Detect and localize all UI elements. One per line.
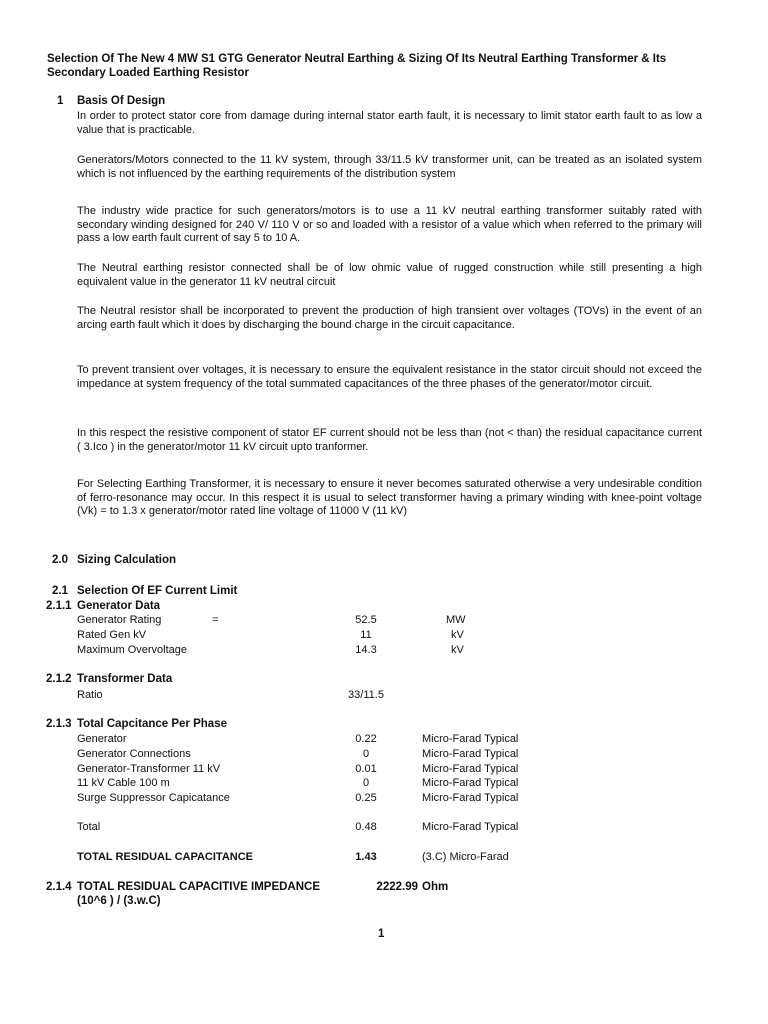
data-value: 14.3 [355,644,377,656]
document-title: Selection Of The New 4 MW S1 GTG Generator Neutral Earthing & Sizing Of Its Neutral Earthing Transformer & Its Secondary Loaded Earthing Resistor [47,53,667,79]
paragraph: The Neutral earthing resistor connected shall be of low ohmic value of rugged construction while still presenting a high equivalent value in the generator 11 kV neutral circuit [77,262,702,288]
impedance-unit: Ohm [422,881,449,893]
page-number: 1 [378,928,385,940]
residual-capacitance-value: 1.43 [355,851,377,863]
section-heading: Basis Of Design [77,95,166,107]
data-label: Ratio [77,689,103,701]
data-label: Rated Gen kV [77,629,147,641]
total-unit: Micro-Farad Typical [422,821,519,833]
formula-subheading: (10^6 ) / (3.w.C) [77,895,161,907]
total-label: Total [77,821,101,833]
data-unit: Micro-Farad Typical [422,733,519,745]
data-value: 0.01 [355,763,377,775]
section-heading: Selection Of EF Current Limit [77,585,238,597]
data-unit: Micro-Farad Typical [422,792,519,804]
data-label: Maximum Overvoltage [77,644,188,656]
data-unit: MW [446,614,466,626]
data-unit: Micro-Farad Typical [422,763,519,775]
data-label: Generator Connections [77,748,191,760]
paragraph: To prevent transient over voltages, it is necessary to ensure the equivalent resistance in the stator circuit should not exceed the impedance at system frequency of the total summated capacitances of the three phases of the generator/motor circuit. [77,364,702,390]
data-label: Surge Suppressor Capicatance [77,792,230,804]
paragraph: In this respect the resistive component of stator EF current should not be less than (not < than) the residual capacitance current ( 3.Ico ) in the generator/motor 11 kV circuit upto tranformer. [77,427,702,453]
section-number: 1 [57,95,64,107]
data-value: 0 [362,748,370,760]
data-label: 11 kV Cable 100 m [77,777,170,789]
paragraph: The Neutral resistor shall be incorporated to prevent the production of high transient over voltages (TOVs) in the event of an arcing earth fault which it does by discharging the bound charge in the circuit capacitance. [77,305,702,331]
section-number: 2.1.2 [46,673,72,685]
section-heading: Total Capcitance Per Phase [77,718,227,730]
section-number: 2.1 [52,585,68,597]
section-heading: Generator Data [77,600,161,612]
data-value: 0 [362,777,370,789]
residual-capacitance-label: TOTAL RESIDUAL CAPACITANCE [77,851,254,863]
data-unit: Micro-Farad Typical [422,777,519,789]
section-heading: Sizing Calculation [77,554,177,566]
section-number: 2.1.3 [46,718,72,730]
data-label: Generator [77,733,127,745]
data-value: 33/11.5 [348,689,384,701]
section-heading: Transformer Data [77,673,173,685]
data-unit: Micro-Farad Typical [422,748,519,760]
impedance-value: 2222.99 [376,881,418,893]
paragraph: The industry wide practice for such generators/motors is to use a 11 kV neutral earthing transformer suitably rated with secondary winding designed for 240 V/ 110 V or so and loaded with a resistor of a value which when referred to the primary will pass a low earth fault current of say 5 to 10 A. [77,205,702,244]
data-label: Generator-Transformer 11 kV [77,763,221,775]
section-heading: TOTAL RESIDUAL CAPACITIVE IMPEDANCE [77,881,321,893]
section-number: 2.0 [52,554,68,566]
data-label: Generator Rating [77,614,162,626]
paragraph: In order to protect stator core from damage during internal stator earth fault, it is necessary to limit stator earth fault to as low a value that is practicable. [77,110,702,136]
data-value: 0.25 [355,792,377,804]
data-value: 0.22 [355,733,377,745]
data-value: 11 [360,629,372,641]
residual-capacitance-unit: (3.C) Micro-Farad [422,851,509,863]
paragraph: For Selecting Earthing Transformer, it is necessary to ensure it never becomes saturated otherwise a very undesirable condition of ferro-resonance may occur. In this respect it is usual to select transformer having a primary winding with knee-point voltage (Vk) = to 1.3 x generator/motor rated line voltage of 11000 V (11 kV) [77,478,702,517]
total-value: 0.48 [355,821,377,833]
section-number: 2.1.1 [46,600,72,612]
data-unit: kV [451,644,464,656]
data-unit: kV [451,629,464,641]
equals-sign: = [212,614,219,626]
data-value: 52.5 [355,614,377,626]
section-number: 2.1.4 [46,881,72,893]
paragraph: Generators/Motors connected to the 11 kV system, through 33/11.5 kV transformer unit, can be treated as an isolated system which is not influenced by the earthing requirements of the distribution system [77,154,702,180]
